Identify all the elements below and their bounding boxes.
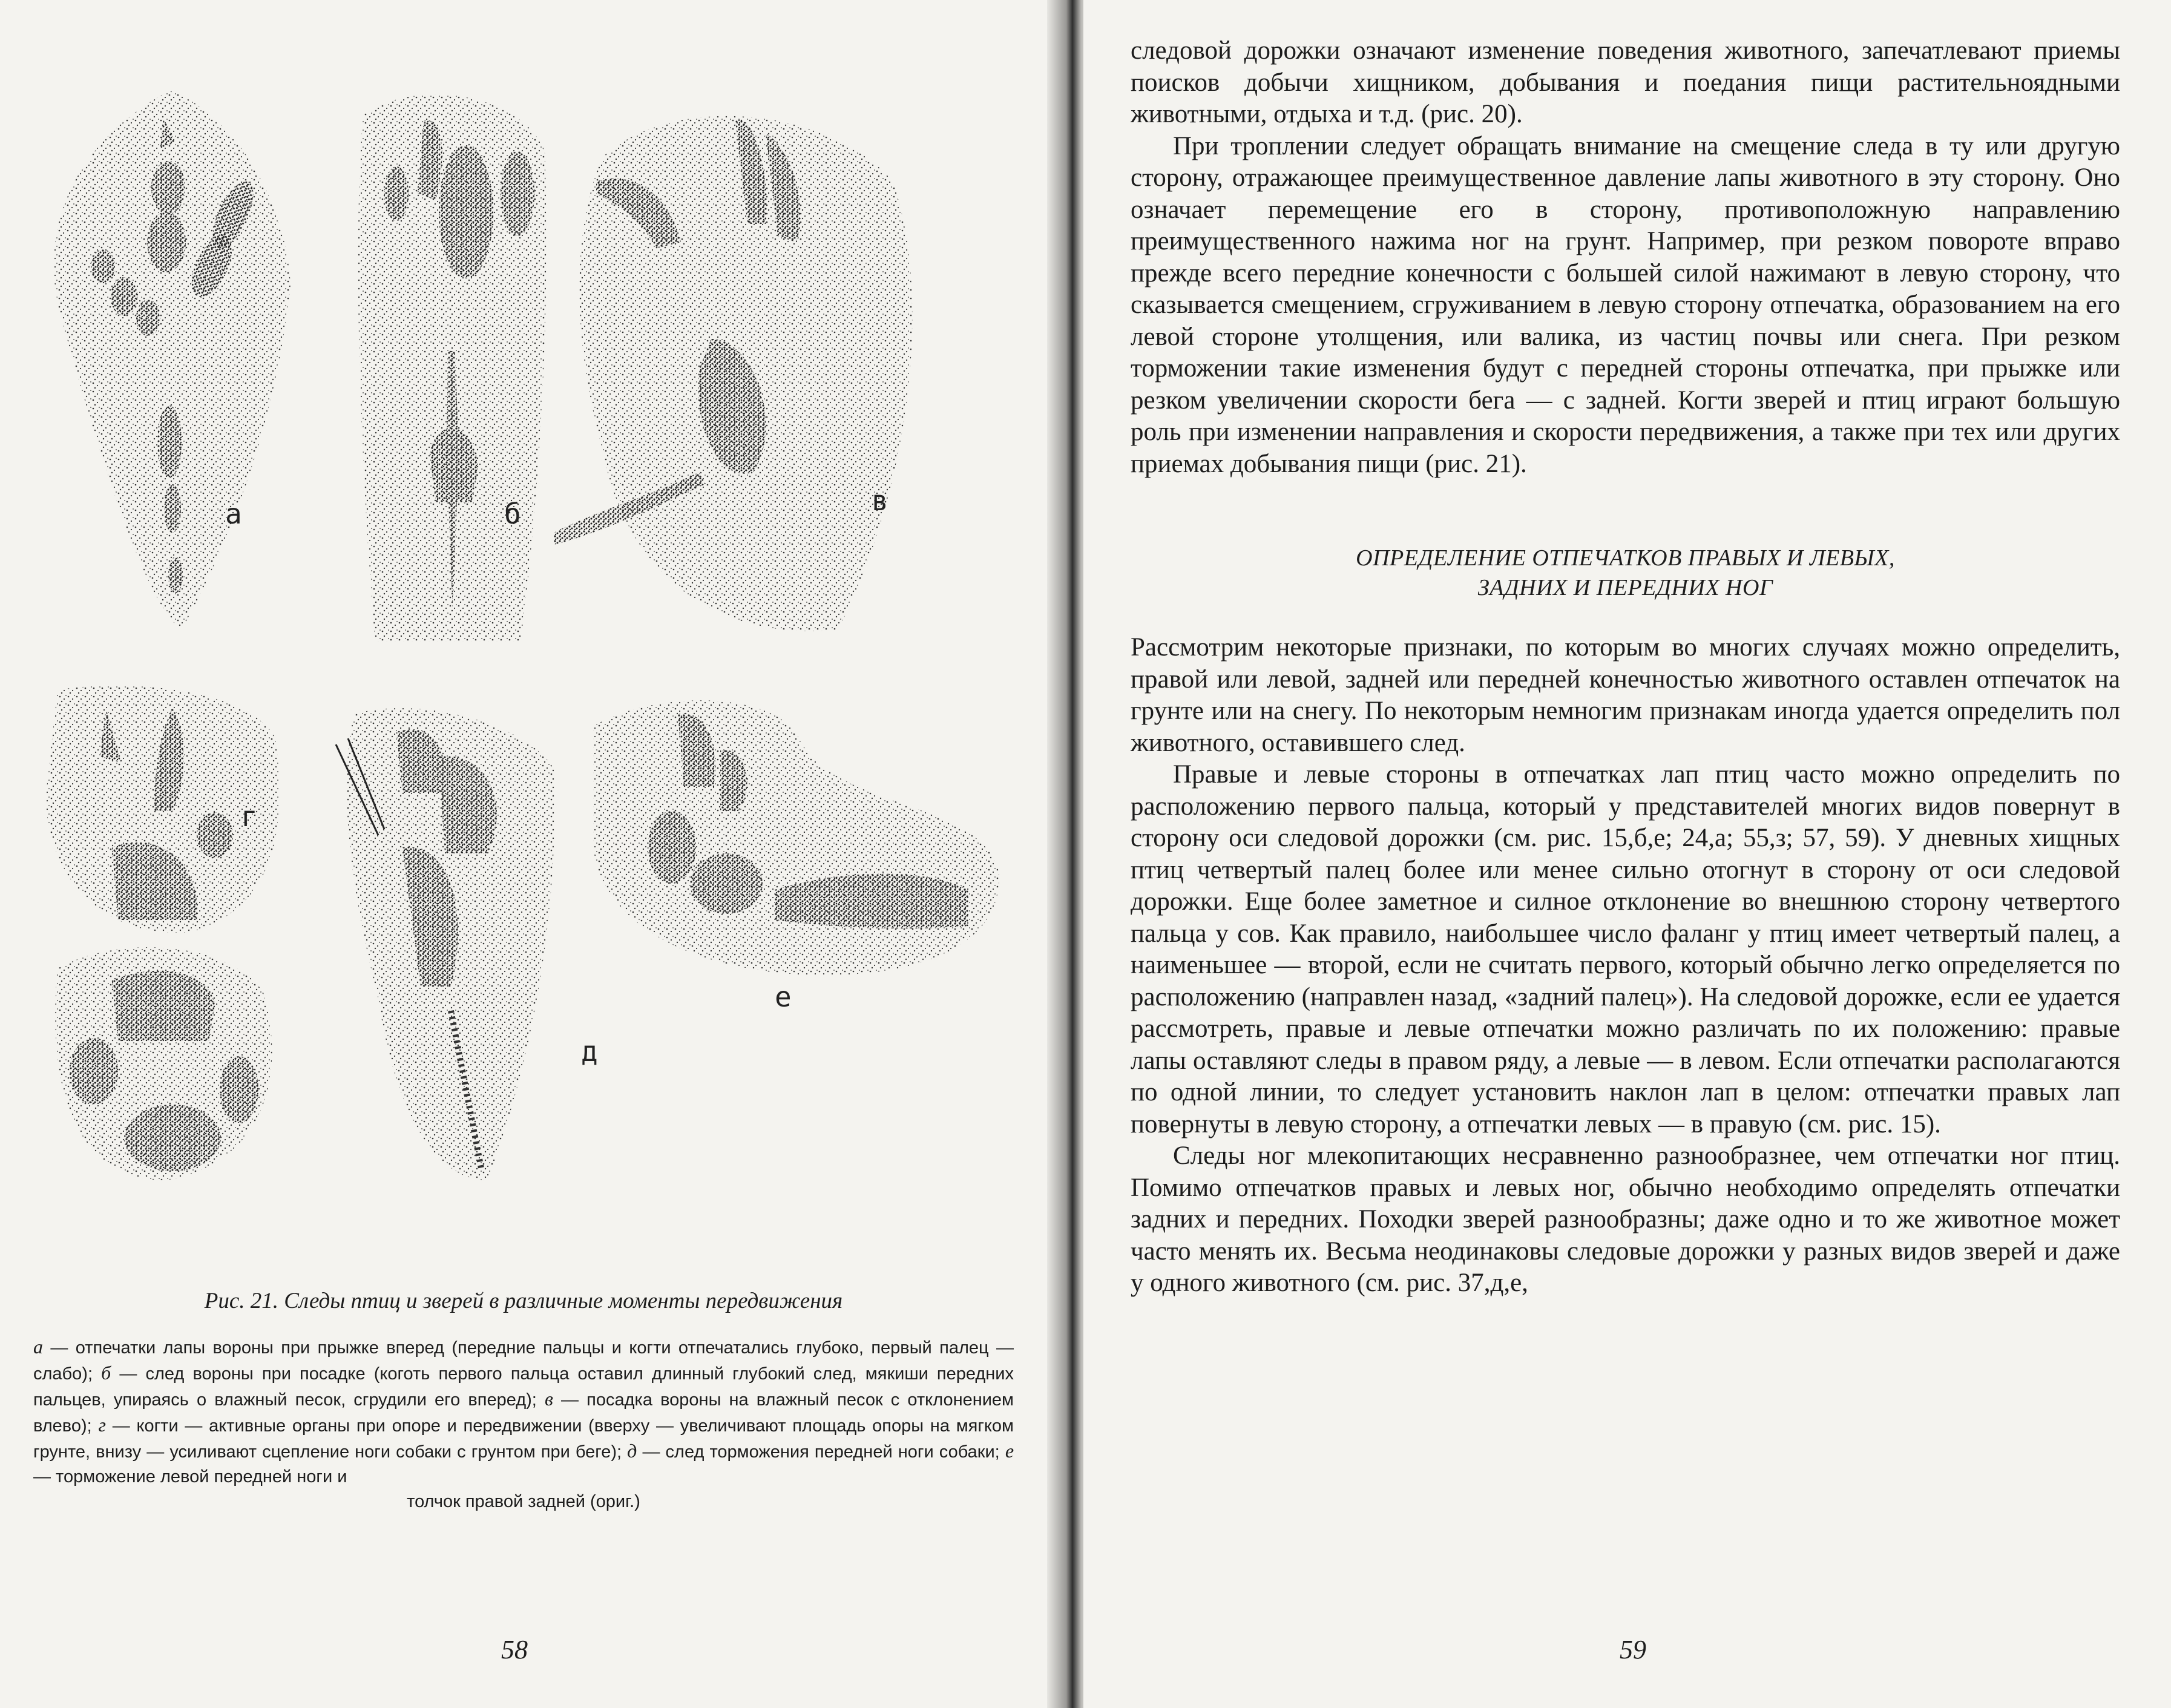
legend-item-g: г — когти — активные органы при опоре и передвижении (вверху — увеличивают площадь опоры на мягком грунте, внизу — усиливают сцепление ноги собаки с грунтом при беге); [33,1414,1014,1462]
paragraph-mammal-tracks: Следы ног млекопитающих несравненно разнообразнее, чем отпечатки ног птиц. Помимо отпечатков правых и левых ног, обычно необходимо определять отпечатки задних и передних. Походки зверей разнообразны; даже одно и то же животное может часто менять их. Весьма неодинаковы следовые дорожки у разных видов зверей и даже у одного животного (см. рис. 37,д,е, [1131,1141,2120,1297]
section-heading [1131,544,2120,603]
dog-braking-track-illustration [330,696,572,1186]
figure-caption-legend [33,1335,1014,1514]
figure-letter-v: в [872,484,888,517]
legend-item-d: д — след торможения передней ноги собаки; [627,1440,1005,1462]
legend-item-b: б — след вороны при посадке (коготь первого пальца оставил длинный глубокий след, мякиши передних пальцев, упираясь о влажный песок, сгрудили его вперед); [33,1362,1014,1410]
figure-plate-v [554,85,941,654]
legend-item-a: а — отпечатки лапы вороны при прыжке вперед (передние пальцы и когти отпечатались глубоко, первый палец — слабо); [33,1336,1014,1384]
crow-hop-track-illustration [24,85,309,648]
paragraph-tracking: При троплении следует обращать внимание на смещение следа в ту или другую сторону, отражающее преимущественное давление лапы животного в эту сторону. Оно означает перемещение его в сторону, противоположную направлению преимущественного нажима ног на грунт. Например, при резком повороте вправо прежде всего передние конечности с большей силой нажимают в левую сторону, что сказывается смещением, сгруживанием в левую сторону отпечатка, образованием на его левой стороне утолщения, или валика, из частиц почвы или снега. При резком торможении такие изменения будут с передней стороны отпечатка, при прыжке или резком увеличении скорости бега — с задней. Когти зверей и птиц играют большую роль при изменении направления и скорости передвижения, а также при тех или других приемах добывания пищи (рис. 21). [1131,131,2120,478]
section-heading-line-1: ОПРЕДЕЛЕНИЕ ОТПЕЧАТКОВ ПРАВЫХ И ЛЕВЫХ, [1356,545,1895,571]
figure-plate-b [339,79,563,654]
crow-landing-track-illustration [339,79,563,654]
figure-plate-d [330,696,572,1186]
figure-letter-d: д [581,1035,598,1068]
page-number-left: 58 [501,1635,528,1664]
legend-item-e: е — торможение левой передней ноги и [33,1440,1014,1486]
figure-letter-e: е [775,980,792,1013]
figure-plate-a [24,85,309,648]
legend-last-line: толчок правой задней (ориг.) [407,1492,640,1511]
dog-claws-track-illustration [33,678,300,1186]
paragraph-continuation: следовой дорожки означают изменение поведения животного, запечатлевают приемы поисков добычи хищником, добывания и поедания пищи растительноядными животными, отдыха и т.д. (рис. 20). [1131,36,2120,128]
figure-caption-title: Рис. 21. Следы птиц и зверей в различные моменты передвижения [204,1289,843,1313]
left-page [0,0,1071,1708]
legend-item-v: в — посадка вороны на влажный песок с отклонением влево); [33,1388,1014,1436]
figure-letter-a: а [225,498,242,530]
left-fore-leg-braking-track-illustration [581,690,1005,993]
crow-wet-sand-track-illustration [554,85,941,654]
paragraph-intro: Рассмотрим некоторые признаки, по которым во многих случаях можно определить, правой или левой, задней или передней конечностью животного оставлен отпечаток на грунте или на снегу. По некоторым немногим признакам иногда удается определить пол животного, оставившего след. [1131,633,2120,757]
figure-plate-e [581,690,1005,993]
paragraph-bird-tracks: Правые и левые стороны в отпечатках лап птиц часто можно определить по расположению первого пальца, который у представителей многих видов повернут в сторону оси следовой дорожки (см. рис. 15,б,е; 24,а; 55,з; 57, 59). У дневных хищных птиц четвертый палец более или менее сильно отогнут в сторону от оси следовой дорожки. Еще более заметное и силное отклонение во внешнюю сторону четвертого пальца у сов. Как правило, наибольшее число фаланг у птиц имеет четвертый палец, а наименьшее — второй, если не считать первого, который обычно легко определяется по расположению (направлен назад, «задний палец»). На следовой дорожке, если ее удается рассмотреть, правые и левые отпечатки можно различать по их положению: правые лапы оставляют следы в правом ряду, а левые — в левом. Если отпечатки располагаются по одной линии, то следует установить наклон лап в целом: отпечатки правых лап повернуты в левую сторону, а отпечатки левых — в правую (см. рис. 15). [1131,760,2120,1138]
figure-plate-g [33,678,300,1186]
page-number-right: 59 [1620,1635,1646,1664]
figure-letter-g: г [241,800,258,833]
figure-letter-b: б [504,498,521,530]
right-page-text [1131,35,2120,1299]
section-heading-line-2: ЗАДНИХ И ПЕРЕДНИХ НОГ [1477,575,1773,600]
